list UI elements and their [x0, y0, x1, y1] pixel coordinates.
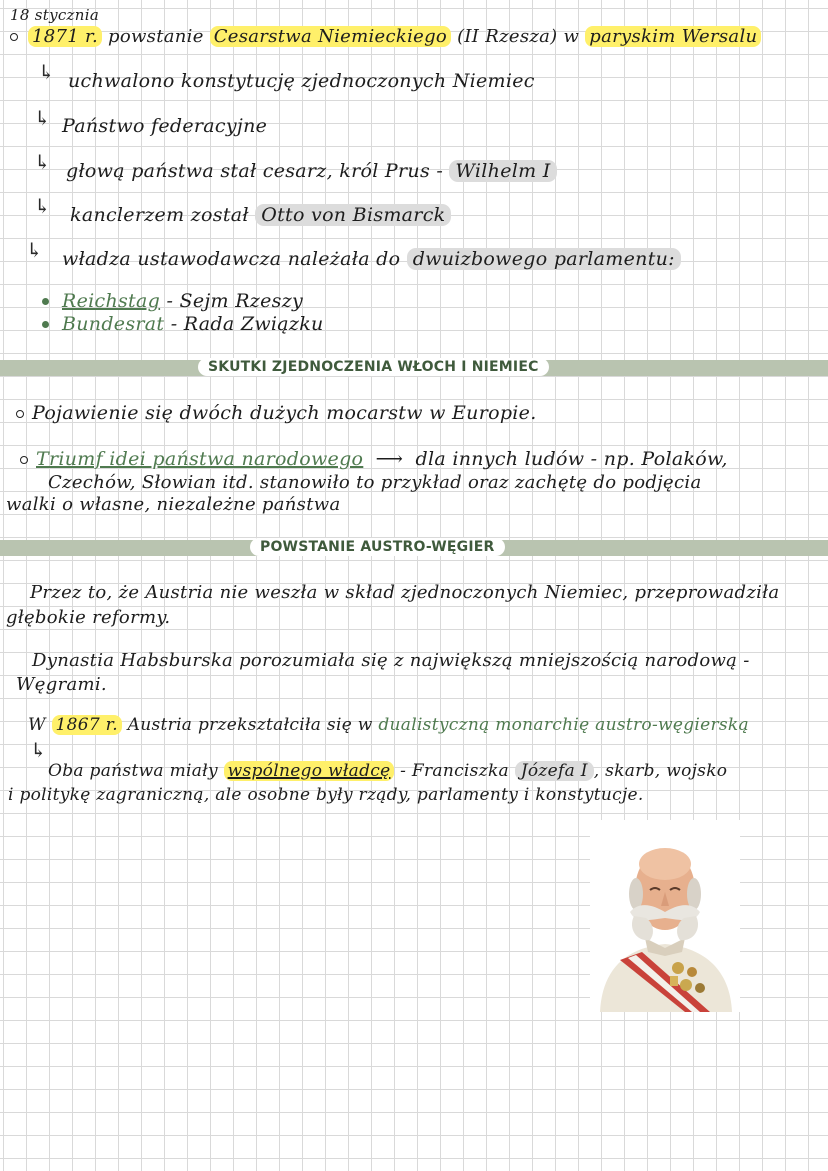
- paragraph-reforms-line1: Przez to, że Austria nie weszła w skład zjednoczonych Niemiec, przeprowadziła: [30, 582, 780, 603]
- effect-item-powers: Pojawienie się dwóch dużych mocarstw w Europie.: [32, 402, 537, 424]
- bullet-circle: [20, 456, 28, 464]
- arrow-hook-icon: ↳: [30, 738, 47, 762]
- national-idea-rest: dla innych ludów - np. Polaków,: [415, 448, 728, 470]
- common-ruler-text1: Oba państwa miały: [48, 761, 218, 781]
- paragraph-habsburg-line1: Dynastia Habsburska porozumiała się z największą mniejszością narodową -: [32, 650, 750, 671]
- chancellor-name: Otto von Bismarck: [255, 204, 451, 226]
- emperor-text: głową państwa stał cesarz, król Prus -: [66, 160, 444, 182]
- paragraph-common-ruler: [48, 763, 727, 780]
- parliament-chamber-desc: - Rada Związku: [170, 313, 324, 335]
- parliament-chamber-desc: - Sejm Rzeszy: [166, 290, 304, 312]
- arrow-hook-icon: ↳: [34, 150, 51, 174]
- emperor-name: Wilhelm I: [449, 160, 556, 182]
- parliament-item: [62, 315, 324, 334]
- dualism-text: Austria przekształciła się w: [127, 715, 373, 735]
- main-middle: (II Rzesza) w: [457, 26, 580, 47]
- section-heading-austria-hungary: POWSTANIE AUSTRO-WĘGIER: [250, 538, 505, 556]
- common-ruler-text2: - Franciszka: [400, 761, 509, 781]
- place-name: paryskim Wersalu: [585, 26, 761, 47]
- effect-item-line2: Czechów, Słowian itd. stanowiło to przykład oraz zachętę do podjęcia: [48, 472, 702, 493]
- year-1871: 1871 r.: [28, 26, 102, 47]
- national-idea-highlight: Triumf idei państwa narodowego: [36, 448, 364, 470]
- main-text-before: powstanie: [108, 26, 204, 47]
- paragraph-reforms-line2: głębokie reformy.: [6, 607, 171, 628]
- long-arrow-icon: ⟶: [375, 448, 404, 470]
- paragraph-dualism: [28, 717, 749, 734]
- parliament-highlight: dwuizbowego parlamentu:: [407, 248, 681, 270]
- common-ruler-text3: , skarb, wojsko: [593, 761, 728, 781]
- dualism-highlight: dualistyczną monarchię austro-węgierską: [378, 715, 749, 735]
- common-ruler-highlight: wspólnego władcę: [224, 761, 395, 781]
- dualism-prefix: W: [28, 715, 46, 735]
- chancellor-text: kanclerzem został: [70, 204, 249, 226]
- arrow-hook-icon: ↳: [26, 238, 43, 262]
- parliament-item: [62, 292, 303, 311]
- parliament-chamber-name: Reichstag: [62, 290, 161, 312]
- section-heading-effects: SKUTKI ZJEDNOCZENIA WŁOCH I NIEMIEC: [198, 358, 549, 376]
- list-bullet: [42, 298, 49, 305]
- franz-joseph-portrait-image: [590, 820, 740, 1012]
- list-bullet: [42, 321, 49, 328]
- sub-point-constitution: uchwalono konstytucję zjednoczonych Niemiec: [68, 70, 535, 92]
- paragraph-habsburg-line2: Węgrami.: [16, 674, 107, 695]
- arrow-hook-icon: ↳: [34, 194, 51, 218]
- legislature-text: władza ustawodawcza należała do: [62, 248, 401, 270]
- date-label: 18 stycznia: [10, 6, 100, 24]
- main-event-line: [28, 28, 761, 46]
- effect-item-line3: walki o własne, niezależne państwa: [6, 494, 341, 515]
- arrow-hook-icon: ↳: [34, 106, 51, 130]
- paragraph-common-ruler-line2: i politykę zagraniczną, ale osobne były rządy, parlamenty i konstytucje.: [8, 785, 644, 805]
- bullet-circle: [10, 33, 18, 41]
- empire-name: Cesarstwa Niemieckiego: [210, 26, 451, 47]
- sub-point-federal: Państwo federacyjne: [62, 115, 268, 137]
- parliament-chamber-name: Bundesrat: [62, 313, 165, 335]
- sub-point-chancellor: [70, 206, 451, 225]
- effect-item-national-idea: [36, 450, 728, 469]
- ruler-name: Józefa I: [515, 761, 594, 781]
- bullet-circle: [16, 410, 24, 418]
- arrow-hook-icon: ↳: [38, 60, 55, 84]
- sub-point-emperor: [66, 162, 557, 181]
- sub-point-legislature: [62, 250, 681, 269]
- year-1867: 1867 r.: [52, 715, 122, 735]
